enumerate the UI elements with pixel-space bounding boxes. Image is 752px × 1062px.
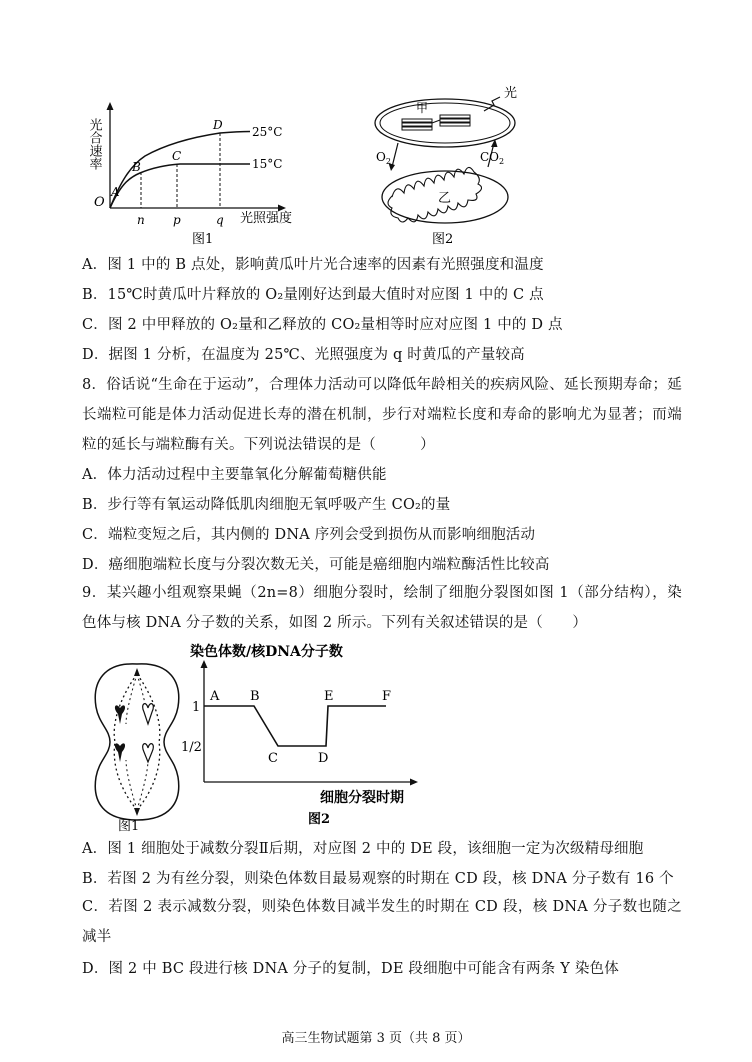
page-footer: 高三生物试题第 3 页（共 8 页）: [281, 1031, 471, 1046]
q9-figure1-cell: [82, 652, 192, 832]
fig1-tick-p: p: [173, 213, 181, 227]
figure2-organelles: [370, 85, 550, 250]
q7-option-d: D．据图 1 分析，在温度为 25℃、光照强度为 q 时黄瓜的产量较高: [82, 347, 525, 363]
q9-option-a: A．图 1 细胞处于减数分裂Ⅱ后期，对应图 2 中的 DE 段，该细胞一定为次级精母细胞: [82, 841, 644, 857]
fig2-x-label: 细胞分裂时期: [320, 790, 404, 806]
q7-option-b: B．15℃时黄瓜叶片释放的 O₂量刚好达到最大值时对应图 1 中的 C 点: [82, 287, 544, 303]
fig1-point-c: C: [172, 149, 182, 163]
fig1-label-25: 25°C: [252, 125, 283, 139]
spindle: [114, 674, 137, 810]
fig1-point-b: B: [132, 160, 141, 174]
fig2-caption: 图2: [432, 232, 454, 247]
fig1-y-arrow: [107, 102, 114, 110]
chromosome-white-bottom: [143, 744, 154, 762]
fig1-curve-15: [110, 164, 250, 208]
fig1-label-15: 15°C: [252, 157, 283, 171]
fig1-tick-n: n: [137, 213, 145, 227]
q8-option-c: C．端粒变短之后，其内侧的 DNA 序列会受到损伤从而影响细胞活动: [82, 527, 536, 543]
q8-option-a: A．体力活动过程中主要靠氧化分解葡萄糖供能: [82, 467, 387, 483]
q7-option-c: C．图 2 中甲释放的 O₂量和乙释放的 CO₂量相等时应对应图 1 中的 D 点: [82, 317, 563, 333]
o2-arrow: [392, 143, 398, 167]
q8-option-b: B．步行等有氧运动降低肌肉细胞无氧呼吸产生 CO₂的量: [82, 497, 451, 513]
figure1-light-curve: [80, 98, 320, 248]
cell-membrane: [95, 664, 178, 820]
chloroplast-label: 甲: [416, 101, 429, 115]
centrosome-bottom: [134, 808, 140, 816]
fig2-point-b: B: [250, 689, 260, 704]
fig1-origin: O: [94, 195, 105, 210]
q7-option-a: A．图 1 中的 B 点处，影响黄瓜叶片光合速率的因素有光照强度和温度: [82, 257, 544, 273]
fig1-tick-q: q: [216, 213, 224, 227]
fig2-y-tick-1: 1: [192, 700, 201, 715]
chromosome-black-bottom: [115, 743, 125, 762]
fig2-point-f: F: [382, 689, 392, 704]
fig2-series-line: [204, 706, 386, 746]
light-label: 光: [504, 86, 518, 101]
q9-stem: 9．某兴趣小组观察果蝇（2n=8）细胞分裂时，绘制了细胞分裂图如图 1（部分结构），染色体与核 DNA 分子数的关系，如图 2 所示。下列有关叙述错误的是（ ）: [82, 585, 682, 631]
q9-figure2-chart: [180, 640, 440, 835]
fig2-point-a: A: [210, 689, 220, 704]
q8-option-d: D．癌细胞端粒长度与分裂次数无关，可能是癌细胞内端粒酶活性比较高: [82, 557, 550, 573]
chromosome-white-top: [143, 704, 154, 724]
fig1-point-d: D: [213, 118, 223, 132]
fig1-curve-25: [110, 132, 250, 209]
fig1-y-label: 光合速率: [86, 118, 102, 170]
fig1-caption: 图1: [192, 232, 214, 247]
q9-option-d: D．图 2 中 BC 段进行核 DNA 分子的复制，DE 段细胞中可能含有两条 Y 染色体: [82, 961, 619, 977]
fig1-point-a: A: [111, 185, 120, 199]
fig2-point-e: E: [324, 689, 334, 704]
centrosome-top: [134, 668, 140, 676]
fig2-chart-title: 染色体数/核DNA分子数: [190, 644, 343, 660]
q8-stem: 8．俗话说“生命在于运动”，合理体力活动可以降低年龄相关的疾病风险、延长预期寿命；延长端粒可能是体力活动促进长寿的潜在机制，步行对端粒长度和寿命的影响尤为显著；而端粒的延长与端粒酶有关。下列说法错误的是（ ）: [82, 377, 682, 453]
co2-label: $CO_2$: [480, 150, 505, 166]
fig2-point-d: D: [318, 751, 329, 766]
o2-label: $O_2$: [376, 150, 391, 166]
fig2-caption: 图2: [308, 812, 331, 827]
fig2-y-tick-half: 1/2: [181, 740, 202, 755]
q9-fig1-caption: 图1: [118, 819, 140, 832]
q9-option-c: C．若图 2 表示减数分裂，则染色体数目减半发生的时期在 CD 段，核 DNA 分子数也随之减半: [82, 899, 682, 945]
q9-option-b: B．若图 2 为有丝分裂，则染色体数目最易观察的时期在 CD 段，核 DNA 分子数有 16 个: [82, 871, 674, 887]
fig2-point-c: C: [268, 751, 278, 766]
mitochondrion-label: 乙: [438, 191, 452, 206]
fig1-x-label: 光照强度: [240, 211, 293, 226]
